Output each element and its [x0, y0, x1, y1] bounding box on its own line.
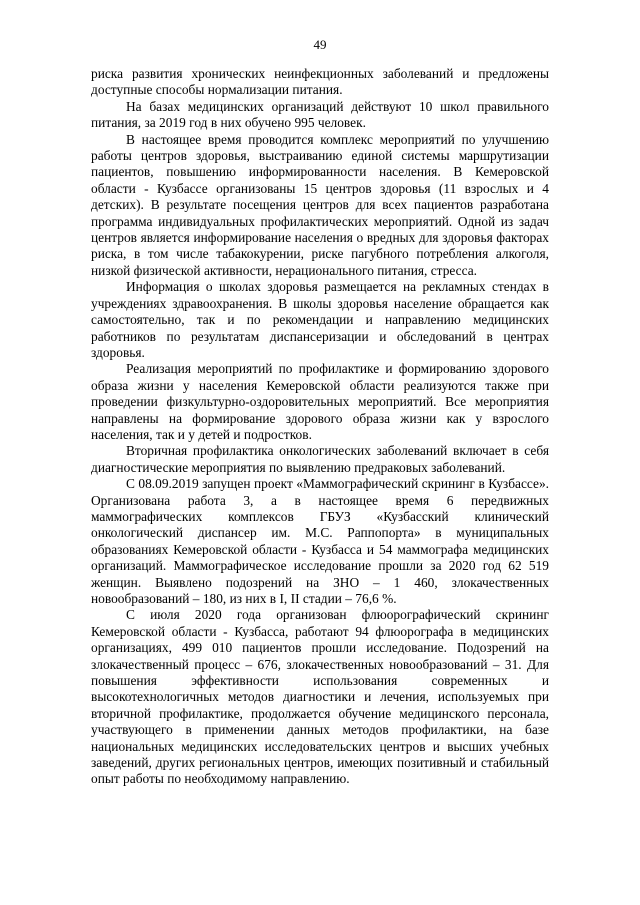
paragraph: С июля 2020 года организован флюорографический скрининг Кемеровской области - Кузбасса, работают 94 флюорографа в медицинских организациях, 499 010 пациентов прошли исследование. Подозрений на злокачественный процесс – 676, злокачественных новообразований – 31. Для повышения эффективности использования современных и высокотехнологичных методов диагностики и лечения, используемых при вторичной профилактике, продолжается обучение медицинского персонала, участвующего в применении данных методов профилактики, на базе национальных медицинских исследовательских центров и высших учебных заведений, других региональных центров, имеющих позитивный и стабильный опыт работы по необходимому направлению.: [91, 607, 549, 787]
paragraph: Вторичная профилактика онкологических заболеваний включает в себя диагностические мероприятия по выявлению предраковых заболеваний.: [91, 443, 549, 475]
paragraph: Реализация мероприятий по профилактике и формированию здорового образа жизни у населения Кемеровской области реализуются также при проведении физкультурно-оздоровительных мероприятий. Все мероприятия направлены на формирование здорового образа жизни как у взрослого населения, так и у детей и подростков.: [91, 361, 549, 442]
paragraph: В настоящее время проводится комплекс мероприятий по улучшению работы центров здоровья, выстраиванию единой системы маршрутизации пациентов, повышению информированности населения. В Кемеровской области - Кузбассе организованы 15 центров здоровья (11 взрослых и 4 детских). В результате посещения центров для всех пациентов разработана программа индивидуальных профилактических мероприятий. Одной из задач центров является информирование населения о вредных для здоровья факторах риска, в том числе табакокурении, риске пагубного потребления алкоголя, низкой физической активности, нерационального питания, стресса.: [91, 131, 549, 278]
paragraph: Информация о школах здоровья размещается на рекламных стендах в учреждениях здравоохранения. В школы здоровья население обращается как самостоятельно, так и по рекомендации и направлению медицинских работников по результатам диспансеризации и обследований в центрах здоровья.: [91, 279, 549, 360]
paragraph: риска развития хронических неинфекционных заболеваний и предложены доступные способы нормализации питания.: [91, 66, 549, 98]
paragraph: На базах медицинских организаций действуют 10 школ правильного питания, за 2019 год в них обучено 995 человек.: [91, 98, 549, 131]
page-number: 49: [313, 37, 327, 52]
paragraph: С 08.09.2019 запущен проект «Маммографический скрининг в Кузбассе». Организована работа 3, а в настоящее время 6 передвижных маммографических комплексов ГБУЗ «Кузбасский клинический онкологический диспансер им. М.С. Раппопорта» в муниципальных образованиях Кемеровской области - Кузбасса и 54 маммографа медицинских организаций. Маммографическое исследование прошли за 2020 год 62 519 женщин. Выявлено подозрений на ЗНО – 1 460, злокачественных новообразований – 180, из них в I, II стадии – 76,6 %.: [91, 476, 549, 606]
body-text: [91, 66, 549, 788]
